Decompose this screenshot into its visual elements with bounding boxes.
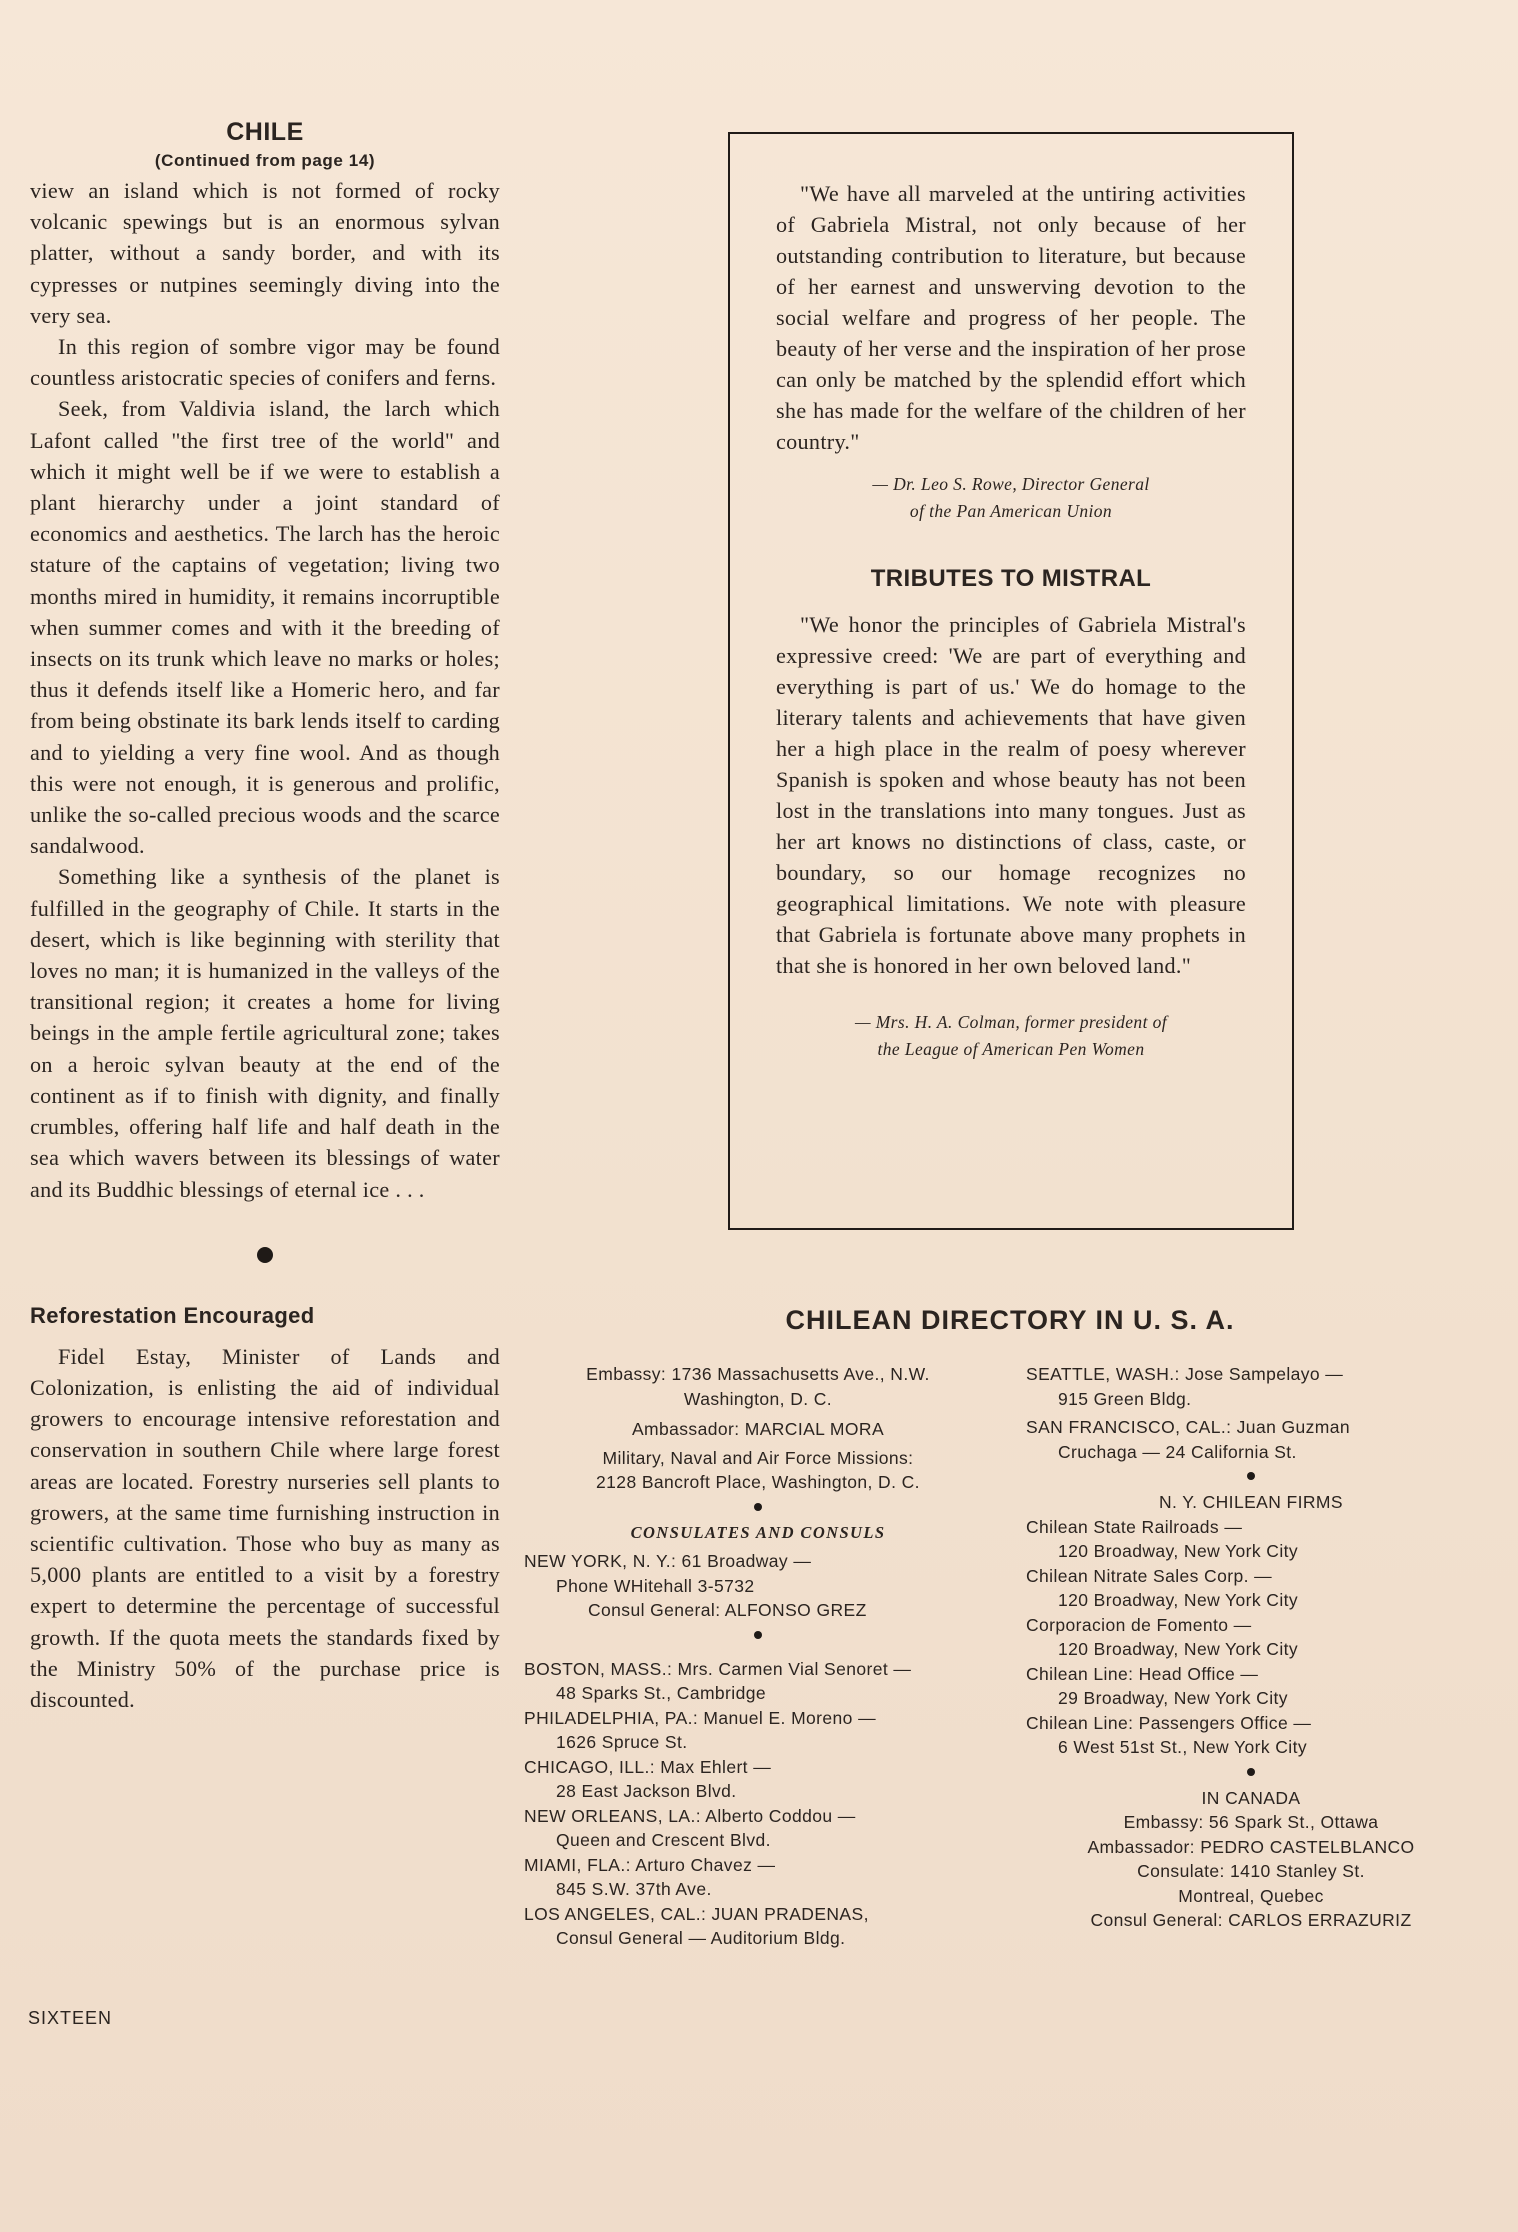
consulate-line: LOS ANGELES, CAL.: JUAN PRADENAS, (524, 1903, 869, 1924)
attribution-line: — Dr. Leo S. Rowe, Director General (872, 474, 1150, 494)
firm-entry (1026, 1613, 1476, 1662)
colman-attribution (776, 1009, 1246, 1063)
firm-line: Chilean Line: Passengers Office — (1026, 1712, 1312, 1733)
firm-entry (1026, 1662, 1476, 1711)
attribution-line: of the Pan American Union (909, 501, 1113, 521)
embassy-city: Washington, D. C. (683, 1388, 833, 1409)
consulate-line: NEW YORK, N. Y.: 61 Broadway — (524, 1551, 812, 1571)
firm-line: 120 Broadway, New York City (1058, 1541, 1299, 1561)
consulate-line: MIAMI, FLA.: Arturo Chavez — (524, 1854, 776, 1875)
consulate-boston (524, 1657, 992, 1706)
consulate-line: 48 Sparks St., Cambridge (556, 1683, 766, 1703)
separator-dot (1247, 1768, 1255, 1776)
consulate-line: Consul General: ALFONSO GREZ (588, 1600, 867, 1620)
consulate-line: Phone WHitehall 3-5732 (556, 1575, 755, 1596)
firm-line: Chilean State Railroads — (1026, 1516, 1243, 1537)
canada-consulate-city: Montreal, Quebec (1178, 1885, 1324, 1906)
consulate-line: 28 East Jackson Blvd. (556, 1781, 737, 1801)
separator-dot (754, 1631, 762, 1639)
rowe-attribution (776, 471, 1246, 525)
consulate-new-york (524, 1549, 992, 1623)
section-bullet (257, 1247, 273, 1263)
canada-heading: IN CANADA (1201, 1787, 1301, 1808)
reforestation-text: Fidel Estay, Minister of Lands and Colonization, is enlisting the aid of individual growers to encourage intensive reforestation and conservation in southern Chile where large forest areas are located. Forestry nurseries sell plants to growers, at the same time furnishing instruction in scientific cultivation. Those who buy as many as 5,000 plants are entitled to a visit by a forestry expert to determine the percentage of successful growth. If the quota meets the standards fixed by the Ministry 50% of the purchase price is discounted. (30, 1343, 500, 1712)
consulate-line: Queen and Crescent Blvd. (556, 1830, 771, 1850)
article-title: CHILE (226, 118, 304, 146)
page-number: SIXTEEN (28, 2008, 113, 2028)
consulate-line: Cruchaga — 24 California St. (1058, 1441, 1297, 1462)
article-paragraph: Seek, from Valdivia island, the larch which Lafont called "the first tree of the world" and which it might well be if we were to establish a plant hierarchy under a joint standard of economics and aesthetics. The larch has the heroic stature of the captains of vegetation; living two months mired in humidity, it remains incorruptible when summer comes and with it the breeding of insects on its trunk which leave no marks or holes; thus it defends itself like a Homeric hero, and far from being obstinate its bark lends itself to carding and to yielding a very fine wool. And as though this were not enough, it is generous and prolific, unlike the so-called precious woods and the scarce sandalwood. (30, 396, 500, 859)
attribution-line: the League of American Pen Women (877, 1039, 1145, 1059)
consulate-line: SAN FRANCISCO, CAL.: Juan Guzman (1026, 1417, 1351, 1437)
consulate-new-orleans (524, 1804, 992, 1853)
rowe-quote: "We have all marveled at the untiring activities of Gabriela Mistral, not only because of her outstanding contribution to literature, but because of her earnest and unswerving devotion to the social welfare and progress of her people. The beauty of her verse and the inspiration of her prose can only be matched by the splendid effort which she has made for the welfare of the children of her country." (776, 181, 1246, 454)
consulate-line: CHICAGO, ILL.: Max Ehlert — (524, 1756, 772, 1777)
consulate-line: NEW ORLEANS, LA.: Alberto Coddou — (524, 1805, 856, 1826)
ambassador: Ambassador: MARCIAL MORA (631, 1419, 885, 1439)
chile-article (30, 118, 500, 1715)
consulate-line: Consul General — Auditorium Bldg. (556, 1928, 846, 1948)
embassy-address: Embassy: 1736 Massachusetts Ave., N.W. (586, 1364, 930, 1384)
attribution-line: — Mrs. H. A. Colman, former president of (854, 1012, 1168, 1032)
consulate-line: 1626 Spruce St. (556, 1732, 688, 1752)
tributes-box (728, 132, 1294, 1230)
article-paragraph: view an island which is not formed of rocky volcanic spewings but is an enormous sylvan platter, without a sandy border, and with its cypresses or nutpines seemingly diving into the very sea. (30, 178, 500, 328)
firm-line: 120 Broadway, New York City (1058, 1639, 1299, 1659)
consulate-line: BOSTON, MASS.: Mrs. Carmen Vial Senoret — (524, 1658, 912, 1679)
missions-address: 2128 Bancroft Place, Washington, D. C. (596, 1472, 920, 1492)
firm-entry (1026, 1515, 1476, 1564)
firm-line: Chilean Nitrate Sales Corp. — (1026, 1565, 1273, 1586)
consulate-line: PHILADELPHIA, PA.: Manuel E. Moreno — (524, 1707, 876, 1728)
consulate-chicago (524, 1755, 992, 1804)
consulate-seattle (1026, 1362, 1476, 1411)
firm-line: Chilean Line: Head Office — (1026, 1663, 1259, 1684)
colman-quote: "We honor the principles of Gabriela Mistral's expressive creed: 'We are part of everything and everything is part of us.' We do homage to the literary talents and achievements that have given her a high place in the realm of poesy wherever Spanish is spoken and whose beauty has not been lost in the translations into many tongues. Just as her art knows no distinctions of class, caste, or boundary, so our homage recognizes no geographical limitations. We note with pleasure that Gabriela is fortunate above many prophets in that she is honored in her own beloved land." (776, 612, 1246, 978)
directory-title: CHILEAN DIRECTORY IN U. S. A. (785, 1305, 1235, 1335)
consulate-line: SEATTLE, WASH.: Jose Sampelayo — (1026, 1364, 1344, 1384)
consulate-line: 845 S.W. 37th Ave. (556, 1879, 712, 1899)
canada-embassy: Embassy: 56 Spark St., Ottawa (1123, 1812, 1379, 1832)
reforestation-heading: Reforestation Encouraged (30, 1302, 315, 1328)
canada-consul: Consul General: CARLOS ERRAZURIZ (1090, 1910, 1412, 1930)
article-paragraph: Something like a synthesis of the planet is fulfilled in the geography of Chile. It starts in the desert, which is like beginning with sterility that loves no man; it is humanized in the valleys of the transitional region; it creates a home for living beings in the ample fertile agricultural zone; takes on a heroic sylvan beauty at the end of the continent as if to finish with dignity, and finally crumbles, offering half life and half death in the sea which wavers between its blessings of water and its Buddhic blessings of eternal ice . . . (30, 864, 500, 1202)
missions-label: Military, Naval and Air Force Missions: (602, 1447, 914, 1468)
separator-dot (1247, 1472, 1255, 1480)
separator-dot (754, 1503, 762, 1511)
article-paragraph: In this region of sombre vigor may be found countless aristocratic species of conifers and ferns. (30, 334, 500, 391)
tributes-title: TRIBUTES TO MISTRAL (870, 565, 1152, 592)
directory-right-column (1026, 1362, 1476, 1933)
canada-consulate: Consulate: 1410 Stanley St. (1137, 1861, 1365, 1881)
consulate-los-angeles (524, 1902, 992, 1951)
consulate-philadelphia (524, 1706, 992, 1755)
firm-line: 29 Broadway, New York City (1058, 1688, 1288, 1708)
consulate-miami (524, 1853, 992, 1902)
consulate-san-francisco (1026, 1415, 1476, 1464)
firm-entry (1026, 1711, 1476, 1760)
directory-left-column (524, 1362, 992, 1951)
continued-note: (Continued from page 14) (154, 151, 376, 170)
canada-ambassador: Ambassador: PEDRO CASTELBLANCO (1087, 1836, 1415, 1857)
firms-heading: N. Y. CHILEAN FIRMS (1159, 1492, 1343, 1512)
firm-line: Corporacion de Fomento — (1026, 1614, 1252, 1635)
consulates-heading: CONSULATES AND CONSULS (630, 1522, 886, 1542)
consulate-line: 915 Green Bldg. (1058, 1388, 1192, 1409)
firm-line: 120 Broadway, New York City (1058, 1590, 1299, 1610)
firm-entry (1026, 1564, 1476, 1613)
firm-line: 6 West 51st St., New York City (1058, 1737, 1307, 1757)
